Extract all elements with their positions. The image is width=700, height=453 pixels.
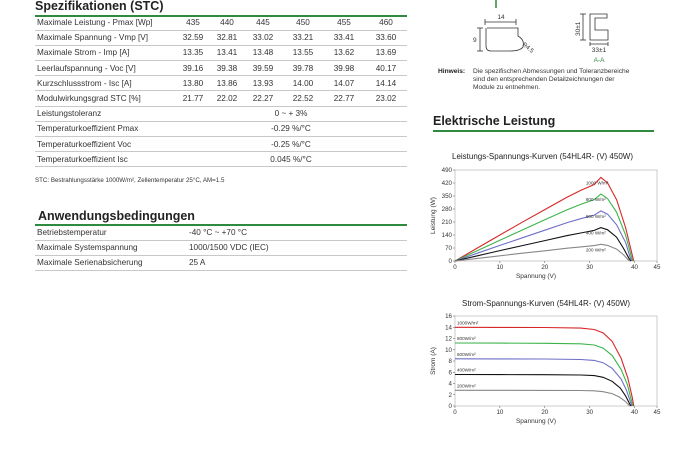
- conditions-section-title: Anwendungsbedingungen: [38, 209, 195, 223]
- iv-chart-title: Strom-Spannungs-Kurven (54HL4R- (V) 450W): [462, 299, 631, 308]
- series-label: 1000 W/m²: [585, 180, 609, 186]
- dim-frame-width: 33±1: [591, 47, 607, 54]
- series-label: 600W/m²: [457, 351, 476, 357]
- conditions-row-label: Betriebstemperatur: [35, 225, 187, 240]
- stc-span-label: Temperaturkoeffizient Voc: [35, 137, 175, 152]
- x-tick-label: 40: [631, 409, 639, 416]
- y-tick-label: 210: [441, 219, 452, 226]
- stc-header-value: 460: [365, 15, 407, 30]
- stc-row-value: 13.80: [175, 76, 211, 91]
- stc-row-value: 39.59: [243, 61, 283, 76]
- stc-footnote: STC: Bestrahlungsstärke 1000W/m², Zellentemperatur 25°C, AM=1.5: [35, 177, 225, 184]
- series-label: 1000W/m²: [457, 320, 479, 326]
- stc-header-value: 445: [243, 15, 283, 30]
- stc-span-value: 0.045 %/°C: [175, 152, 407, 167]
- y-tick-label: 0: [448, 258, 452, 265]
- stc-row-value: 32.59: [175, 30, 211, 45]
- stc-row-value: 32.81: [211, 30, 243, 45]
- stc-span-label: Temperaturkoeffizient Isc: [35, 152, 175, 167]
- conditions-row-value: 1000/1500 VDC (IEC): [187, 240, 407, 255]
- stc-row-label: Modulwirkungsgrad STC [%]: [35, 91, 175, 106]
- y-tick-label: 350: [441, 193, 452, 200]
- y-axis-label: Leistung (W): [430, 197, 437, 234]
- y-tick-label: 2: [448, 391, 452, 399]
- y-tick-label: 140: [441, 232, 452, 239]
- x-tick-label: 0: [453, 264, 457, 271]
- stc-row-value: 13.93: [243, 76, 283, 91]
- y-tick-label: 420: [441, 180, 452, 187]
- series-label: 400W/m²: [457, 367, 476, 373]
- x-tick-label: 45: [653, 409, 661, 416]
- conditions-row-value: 25 A: [187, 255, 407, 270]
- x-tick-label: 40: [631, 264, 639, 271]
- stc-section-title: Spezifikationen (STC): [35, 0, 164, 13]
- series-label: 400 W/m²: [585, 230, 606, 236]
- stc-row-value: 40.17: [365, 61, 407, 76]
- stc-header-value: 455: [323, 15, 365, 30]
- series-line: [455, 359, 632, 406]
- y-tick-label: 6: [448, 369, 452, 377]
- stc-row-value: 13.69: [365, 45, 407, 60]
- dim-height-9: 9: [473, 37, 477, 44]
- stc-row-label: Leerlaufspannung - Voc [V]: [35, 61, 175, 76]
- x-tick-label: 10: [496, 409, 504, 416]
- x-tick-label: 45: [653, 264, 661, 271]
- y-tick-label: 490: [441, 167, 452, 174]
- y-tick-label: 0: [448, 403, 452, 410]
- stc-row-value: 14.07: [323, 76, 365, 91]
- series-label: 800W/m²: [457, 336, 476, 341]
- stc-row-value: 23.02: [365, 91, 407, 106]
- y-tick-label: 8: [448, 358, 452, 365]
- x-axis-label: Spannung (V): [515, 418, 557, 425]
- stc-header-label: Maximale Leistung - Pmax [Wp]: [35, 15, 175, 30]
- electrical-section-title: Elektrische Leistung: [433, 114, 556, 128]
- stc-row-value: 13.62: [323, 45, 365, 60]
- stc-row-value: 33.02: [243, 30, 283, 45]
- stc-row-label: Kurzschlussstrom - Isc [A]: [35, 76, 175, 91]
- note-line-1: Die spezifischen Abmessungen und Toleranzbereiche: [473, 68, 630, 75]
- y-tick-label: 280: [441, 206, 452, 213]
- note-line-2: sind den entsprechenden Detailzeichnungen der: [473, 76, 615, 83]
- stc-row-value: 22.77: [323, 91, 365, 106]
- series-line: [455, 390, 630, 406]
- stc-row-value: 13.48: [243, 45, 283, 60]
- stc-row-value: 33.41: [323, 30, 365, 45]
- y-tick-label: 4: [448, 380, 452, 388]
- stc-span-label: Leistungstoleranz: [35, 106, 175, 121]
- stc-row-value: 39.38: [211, 61, 243, 76]
- stc-span-label: Temperaturkoeffizient Pmax: [35, 121, 175, 136]
- stc-row-label: Maximale Strom - Imp [A]: [35, 45, 175, 60]
- pv-chart-title: Leistungs-Spannungs-Kurven (54HL4R- (V) 450W): [452, 152, 633, 161]
- conditions-row-label: Maximale Serienabsicherung: [35, 255, 187, 270]
- stc-row-value: 14.00: [283, 76, 323, 91]
- x-axis-label: Spannung (V): [515, 273, 557, 280]
- x-tick-label: 0: [453, 409, 457, 416]
- series-label: 600 W/m²: [585, 213, 606, 219]
- section-label-aa: A-A: [593, 57, 605, 64]
- x-tick-label: 20: [541, 409, 549, 416]
- stc-row-value: 13.41: [211, 45, 243, 60]
- series-line: [455, 327, 634, 406]
- stc-row-value: 13.86: [211, 76, 243, 91]
- note-label: Hinweis:: [438, 68, 466, 75]
- x-tick-label: 30: [586, 264, 594, 271]
- series-label: 200W/m²: [457, 383, 476, 389]
- y-tick-label: 10: [445, 346, 452, 354]
- stc-span-value: -0.25 %/°C: [175, 137, 407, 152]
- stc-header-value: 450: [283, 15, 323, 30]
- stc-row-value: 22.52: [283, 91, 323, 106]
- x-tick-label: 10: [496, 264, 504, 271]
- dim-frame-height: 30±1: [575, 21, 582, 36]
- x-tick-label: 30: [586, 409, 594, 416]
- stc-row-value: 22.02: [211, 91, 243, 106]
- conditions-row-value: -40 °C ~ +70 °C: [187, 225, 407, 240]
- stc-header-value: 435: [175, 15, 211, 30]
- y-tick-label: 16: [445, 313, 452, 320]
- conditions-row-label: Maximale Systemspannung: [35, 240, 187, 255]
- stc-row-value: 13.55: [283, 45, 323, 60]
- stc-row-value: 33.21: [283, 30, 323, 45]
- stc-row-value: 39.78: [283, 61, 323, 76]
- dim-width-14: 14: [497, 14, 505, 21]
- y-tick-label: 70: [445, 245, 452, 252]
- stc-row-value: 33.60: [365, 30, 407, 45]
- stc-row-value: 13.35: [175, 45, 211, 60]
- series-label: 800 W/m²: [585, 197, 606, 203]
- y-tick-label: 12: [445, 335, 452, 343]
- note-line-3: Module zu entnehmen.: [473, 84, 541, 91]
- stc-header-value: 440: [211, 15, 243, 30]
- stc-row-value: 22.27: [243, 91, 283, 106]
- y-tick-label: 14: [445, 324, 452, 332]
- stc-row-value: 39.16: [175, 61, 211, 76]
- y-axis-label: Strom (A): [430, 347, 437, 375]
- stc-span-value: 0 ~ + 3%: [175, 106, 407, 121]
- stc-row-value: 14.14: [365, 76, 407, 91]
- stc-row-value: 39.98: [323, 61, 365, 76]
- series-label: 200 W/m²: [585, 247, 606, 253]
- stc-row-value: 21.77: [175, 91, 211, 106]
- dim-radius: R4.5: [520, 41, 535, 55]
- x-tick-label: 20: [541, 264, 549, 271]
- stc-row-label: Maximale Spannung - Vmp [V]: [35, 30, 175, 45]
- stc-span-value: -0.29 %/°C: [175, 121, 407, 136]
